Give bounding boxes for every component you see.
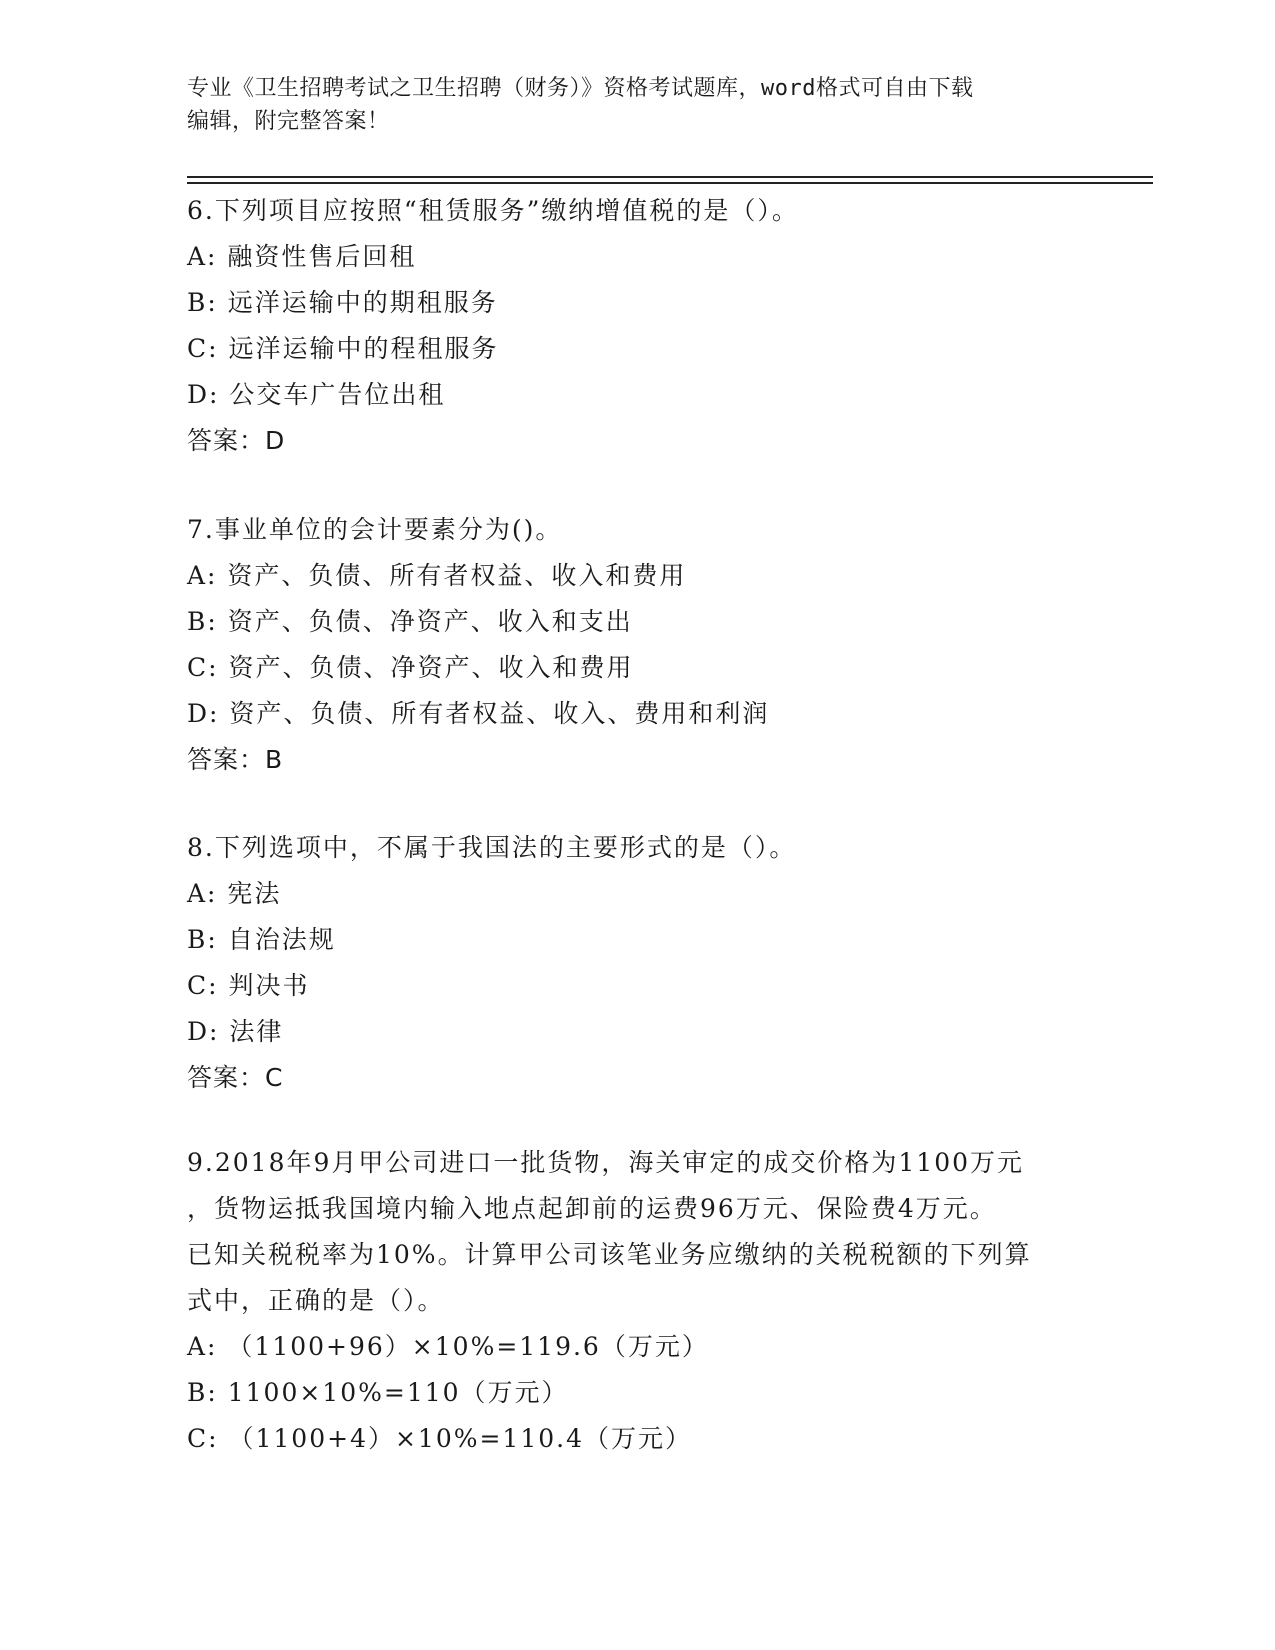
option-a: A: （1100+96）×10%=119.6（万元）: [187, 1332, 709, 1361]
question-stem: 6.下列项目应按照“租赁服务”缴纳增值税的是（）。: [187, 196, 799, 225]
option-c: C: （1100+4）×10%=110.4（万元）: [187, 1424, 693, 1453]
header-divider-bottom: [187, 182, 1153, 184]
answer-line: 答案：C: [187, 1063, 284, 1092]
question-stem-line-4: 式中，正确的是（）。: [187, 1286, 445, 1315]
option-d: D: 公交车广告位出租: [187, 380, 446, 409]
option-d: D: 法律: [187, 1017, 284, 1046]
question-9: [187, 1140, 1087, 1462]
option-c: C: 判决书: [187, 971, 310, 1000]
question-stem-line-3: 已知关税税率为10%。计算甲公司该笔业务应缴纳的关税税额的下列算: [187, 1240, 1032, 1269]
option-c: C: 资产、负债、净资产、收入和费用: [187, 653, 634, 682]
question-stem: 8.下列选项中，不属于我国法的主要形式的是（）。: [187, 833, 797, 862]
option-a: A: 融资性售后回租: [187, 242, 417, 271]
option-d: D: 资产、负债、所有者权益、收入、费用和利润: [187, 699, 770, 728]
question-7: [187, 507, 1087, 783]
option-c: C: 远洋运输中的程租服务: [187, 334, 499, 363]
option-a: A: 宪法: [187, 879, 282, 908]
header-line-2: 编辑，附完整答案！: [187, 109, 390, 134]
header-line-1: 专业《卫生招聘考试之卫生招聘（财务）》资格考试题库，word格式可自由下载: [187, 76, 974, 101]
question-stem: 7.事业单位的会计要素分为()。: [187, 515, 563, 544]
document-header: [187, 72, 1087, 138]
answer-line: 答案：B: [187, 745, 284, 774]
option-a: A: 资产、负债、所有者权益、收入和费用: [187, 561, 687, 590]
header-divider-top: [187, 176, 1153, 178]
option-b: B: 资产、负债、净资产、收入和支出: [187, 607, 633, 636]
option-b: B: 自治法规: [187, 925, 336, 954]
question-stem-line-1: 9.2018年9月甲公司进口一批货物，海关审定的成交价格为1100万元: [187, 1148, 1025, 1177]
question-6: [187, 188, 1087, 464]
answer-line: 答案：D: [187, 426, 286, 455]
question-stem-line-2: ，货物运抵我国境内输入地点起卸前的运费96万元、保险费4万元。: [187, 1194, 997, 1223]
option-b: B: 1100×10%=110（万元）: [187, 1378, 569, 1407]
question-8: [187, 825, 1087, 1101]
option-b: B: 远洋运输中的期租服务: [187, 288, 498, 317]
